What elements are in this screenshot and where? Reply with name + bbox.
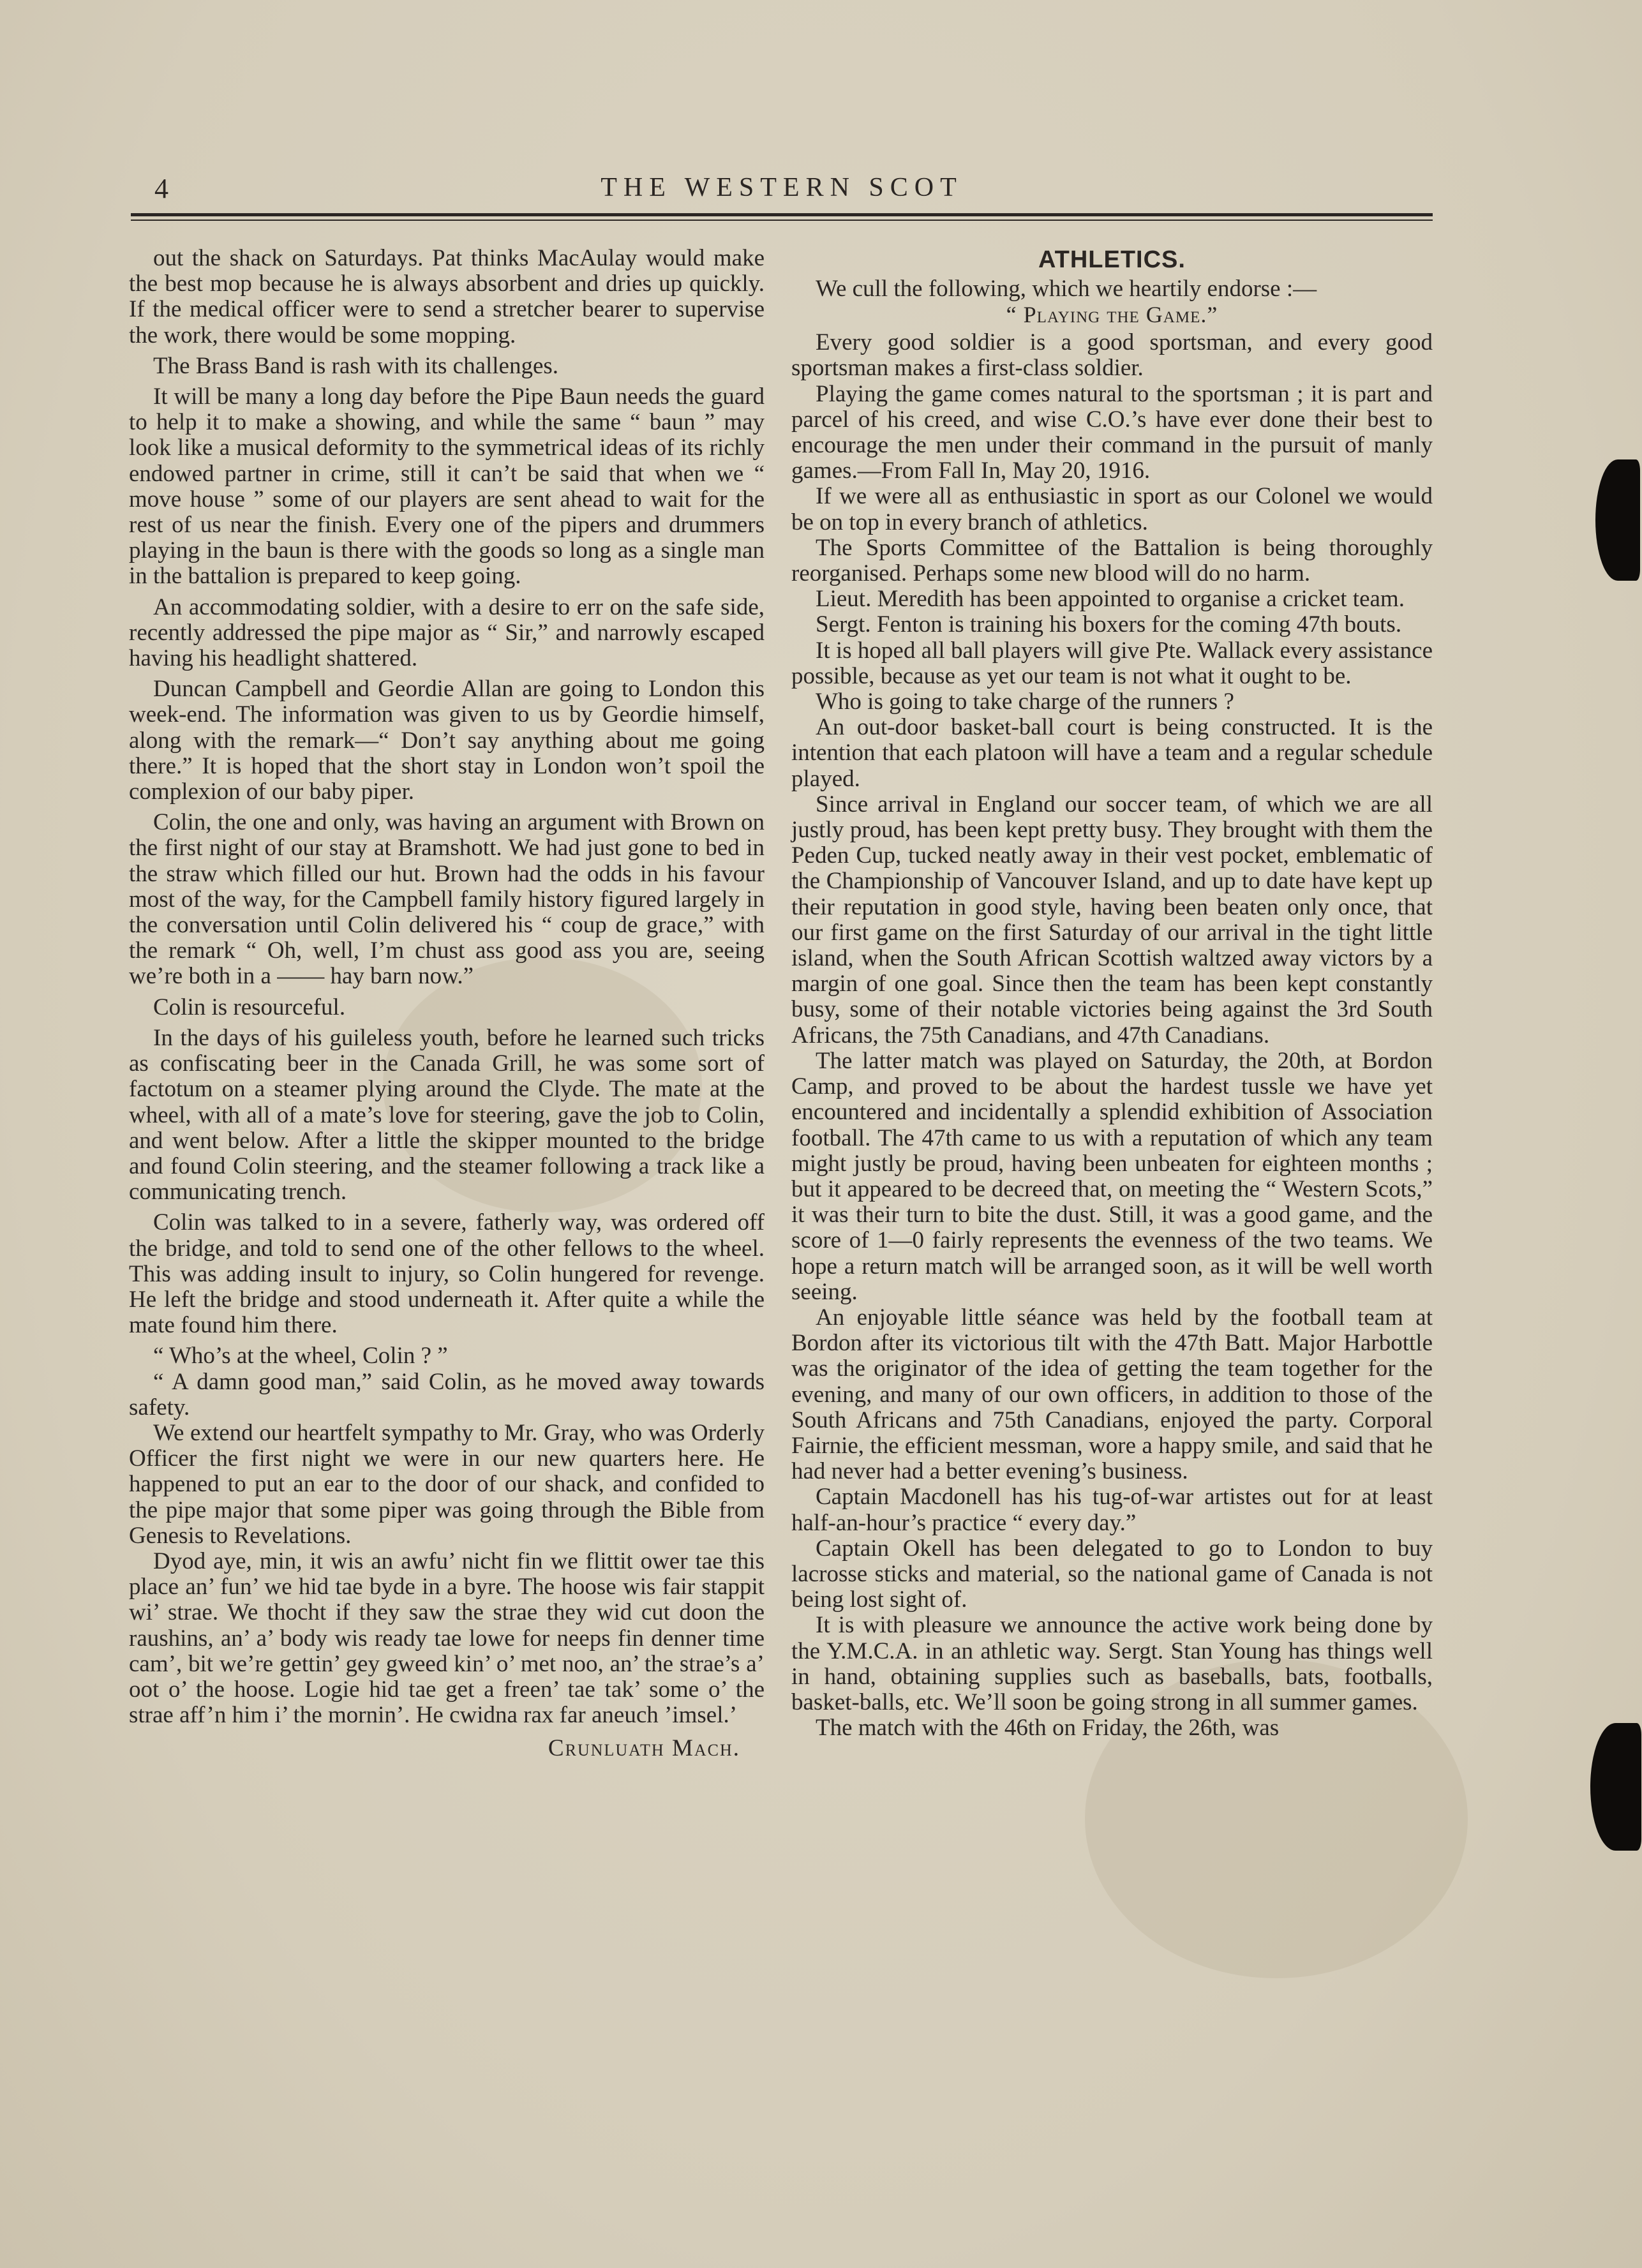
paragraph: The match with the 46th on Friday, the 26th, was — [816, 1715, 1280, 1742]
paragraph: Playing the game comes natural to the sportsman ; it is part and parcel of his creed, and wise C.O.’s have ever done their best to encourage the men under their command in the pursuit of manly games.—From Fall In, May 20, 1916. — [791, 380, 1433, 484]
paragraph: The Sports Committee of the Battalion is being thoroughly reorganised. Perhaps some new blood will do no harm. — [791, 534, 1433, 587]
paragraph: “ A damn good man,” said Colin, as he moved away towards safety. — [129, 1368, 765, 1421]
paragraph: Captain Okell has been delegated to go to London to buy lacrosse sticks and material, so the national game of Canada is not being lost sight of. — [791, 1535, 1433, 1613]
paragraph: Captain Macdonell has his tug-of-war artistes out for at least half-an-hour’s practice “ every day.” — [791, 1484, 1433, 1536]
newspaper-title: THE WESTERN SCOT — [601, 173, 963, 202]
paragraph: An accommodating soldier, with a desire to err on the safe side, recently addressed the pipe major as “ Sir,” and narrowly escaped having his headlight shattered. — [129, 593, 765, 672]
paragraph: Who is going to take charge of the runners ? — [816, 689, 1234, 715]
paragraph: “ Who’s at the wheel, Colin ? ” — [153, 1343, 448, 1369]
paragraph: Lieut. Meredith has been appointed to organise a cricket team. — [816, 586, 1405, 613]
paragraph: The Brass Band is rash with its challenges. — [153, 352, 559, 379]
paragraph: It is with pleasure we announce the active work being done by the Y.M.C.A. in an athletic way. Sergt. Stan Young has things well in hand, obtaining supplies such as baseballs, bats, footballs, basket-balls, etc. We’ll soon be going strong in all summer games. — [791, 1612, 1433, 1715]
paragraph: Sergt. Fenton is training his boxers for the coming 47th bouts. — [816, 611, 1402, 638]
intro-line: We cull the following, which we heartily endorse :— — [816, 276, 1317, 302]
paragraph: out the shack on Saturdays. Pat thinks MacAulay would make the best mop because he is always absorbent and dries up quickly. If the medical officer were to send a stretcher bearer to supervise the work, there would be some mopping. — [129, 245, 765, 348]
quote-title: “ Playing the Game.” — [1006, 302, 1218, 328]
page-header — [128, 167, 1436, 205]
paragraph: Since arrival in England our soccer team, of which we are all justly proud, has been kept pretty busy. They brought with them the Peden Cup, tucked neatly away in their vest pocket, emblematic of the Championship of Vancouver Island, and up to date have kept up their reputation in good style, having been beaten only once, that our first game on the first Saturday of our arrival in the tight little island, when the South African Scottish waltzed away victors by a margin of one goal. Since then the team has been kept constantly busy, some of their notable victories being against the 3rd South Africans, the 75th Canadians, and 47th Canadians. — [791, 791, 1433, 1048]
paragraph: In the days of his guileless youth, before he learned such tricks as confiscating beer in the Canada Grill, he was some sort of factotum on a steamer plying around the Clyde. The mate at the wheel, with all of a mate’s love for steering, gave the job to Colin, and went below. After a little the skipper mounted to the bridge and found Colin steering, and the steamer following a track like a communicating trench. — [129, 1024, 765, 1205]
left-column — [129, 246, 765, 1762]
paragraph: If we were all as enthusiastic in sport as our Colonel we would be on top in every branch of athletics. — [791, 483, 1433, 535]
header-rule-thick — [131, 213, 1433, 216]
paragraph: Dyod aye, min, it wis an awfu’ nicht fin we flittit ower tae this place an’ fun’ we hid tae byde in a byre. The hoose wis fair stappit wi’ strae. We thocht if they saw the strae they wid cut doon the raushins, an’ a’ body wis ready tae lowe for neeps fin denner time cam’, bit we’re gettin’ gey gweed kin’ o’ met noo, an’ the strae’s a’ oot o’ the hoose. Logie hid tae get a freen’ tae tak’ some o’ the strae aff’n him i’ the mornin’. He cwidna rax far aneuch ’imsel.’ — [129, 1548, 765, 1729]
binding-hole — [1595, 459, 1640, 581]
paragraph: An enjoyable little séance was held by the football team at Bordon after its victorious tilt with the 47th Batt. Major Harbottle was the originator of the idea of getting the team together for the evening, and many of our own officers, in addition to those of the South Africans and 75th Canadians, enjoyed the party. Corporal Fairnie, the efficient messman, wore a happy smile, and said that he had never had a better evening’s business. — [791, 1304, 1433, 1485]
paragraph: It is hoped all ball players will give Pte. Wallack every assistance possible, because as yet our team is not what it ought to be. — [791, 637, 1433, 689]
author-signature: Crunluath Mach. — [548, 1735, 740, 1762]
paragraph: It will be many a long day before the Pipe Baun needs the guard to help it to make a showing, and while the same “ baun ” may look like a musical deformity to the symmetrical ideas of its richly endowed partner in crime, still it can’t be said that when we “ move house ” some of our players are sent ahead to wait for the rest of us near the finish. Every one of the pipers and drummers playing in the baun is there with the goods so long as a single man in the battalion is prepared to keep going. — [129, 384, 765, 590]
paragraph: Colin was talked to in a severe, fatherly way, was ordered off the bridge, and told to send one of the other fellows to the wheel. This was adding insult to injury, so Colin hungered for revenge. He left the bridge and stood underneath it. After quite a while the mate found him there. — [129, 1209, 765, 1339]
paragraph: Duncan Campbell and Geordie Allan are going to London this week-end. The information was given to us by Geordie himself, along with the remark—“ Don’t say anything about me going there.” It is hoped that the short stay in London won’t spoil the complexion of our baby piper. — [129, 676, 765, 805]
paragraph: The latter match was played on Saturday, the 20th, at Bordon Camp, and proved to be about the hardest tussle we have yet encountered and incidentally a splendid exhibition of Association football. The 47th came to us with a reputation of which any team might justly be proud, having been unbeaten for eighteen months ; but it appeared to be decreed that, on meeting the “ Western Scots,” it was their turn to bite the dust. Still, it was a good game, and the score of 1—0 fairly represents the evenness of the two teams. We hope a return match will be arranged soon, as it will be well worth seeing. — [791, 1047, 1433, 1305]
paragraph: An out-door basket-ball court is being constructed. It is the intention that each platoon will have a team and a regular schedule played. — [791, 714, 1433, 792]
paragraph: We extend our heartfelt sympathy to Mr. Gray, who was Orderly Officer the first night we were in our new quarters here. He happened to put an ear to the door of our shack, and confided to the pipe major that some piper was going through the Bible from Genesis to Revelations. — [129, 1419, 765, 1549]
paragraph: Colin is resourceful. — [153, 994, 346, 1020]
section-heading: ATHLETICS. — [1038, 246, 1186, 273]
binding-hole — [1590, 1723, 1641, 1851]
paragraph: Every good soldier is a good sportsman, and every good sportsman makes a first-class soldier. — [791, 329, 1433, 382]
right-column — [791, 246, 1433, 1741]
header-rule-thin — [131, 220, 1433, 221]
page-number: 4 — [154, 173, 168, 204]
paragraph: Colin, the one and only, was having an argument with Brown on the first night of our stay at Bramshott. We had just gone to bed in the straw which filled our hut. Brown had the odds in his favour most of the way, for the Campbell family history figured largely in the conversation until Colin delivered his “ coup de grace,” with the remark “ Oh, well, I’m chust ass good ass you are, seeing we’re both in a —— hay barn now.” — [129, 809, 765, 990]
